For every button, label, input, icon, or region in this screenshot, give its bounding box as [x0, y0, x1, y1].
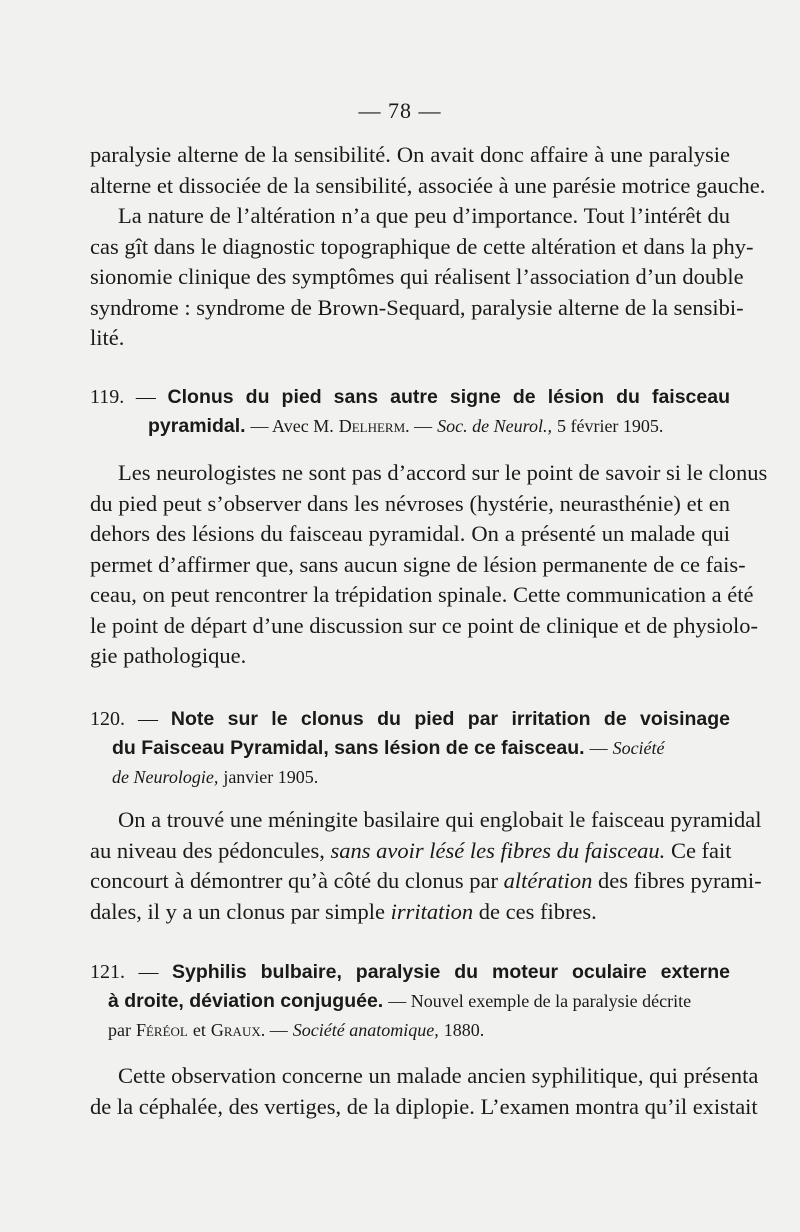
- entry-dash: —: [137, 708, 158, 730]
- emphasis-text: irritation: [390, 898, 474, 924]
- text-line: concourt à démontrer qu’à côté du clonus par altération des fibres pyrami-: [90, 868, 762, 893]
- page-number: — 78 —: [358, 98, 442, 123]
- text-line: lité.: [90, 325, 125, 350]
- entry-121: [90, 958, 730, 1045]
- entry-ref-word: par: [108, 1020, 131, 1040]
- emphasis-text: altération: [503, 868, 593, 893]
- entry-title: Syphilis bulbaire, paralysie du moteur oculaire externe: [171, 961, 731, 983]
- journal-name: Société anatomique,: [292, 1020, 439, 1040]
- entry-ref-word: et: [192, 1020, 206, 1040]
- text-line: Cette observation concerne un malade ancien syphilitique, qui présenta: [118, 1063, 759, 1088]
- text-line: gie pathologique.: [90, 643, 247, 668]
- entry-number: 120.: [90, 708, 125, 730]
- paragraph-121: [90, 1061, 759, 1122]
- text-line: dehors des lésions du faisceau pyramidal. On a présenté un malade qui: [90, 521, 730, 546]
- author-name: Graux: [210, 1020, 261, 1040]
- entry-title: Clonus du pied sans autre signe de lésion du faisceau: [167, 386, 731, 408]
- emphasis-text: sans avoir lésé les fibres du faisceau.: [330, 837, 666, 863]
- text-line: paralysie alterne de la sensibilité. On avait donc affaire à une paralysie: [90, 142, 730, 167]
- paragraph-2: [90, 201, 754, 354]
- author-name: Féréol: [135, 1020, 188, 1040]
- text-line: alterne et dissociée de la sensibilité, associée à une parésie motrice gauche.: [90, 172, 766, 198]
- text-line: On a trouvé une méningite basilaire qui englobait le faisceau pyramidal: [118, 807, 762, 832]
- entry-title-cont: du Faisceau Pyramidal, sans lésion de ce faisceau.: [112, 737, 585, 759]
- text-line: cas gît dans le diagnostic topographique de cette altération et dans la phy-: [90, 233, 754, 259]
- paragraph-120: [90, 805, 762, 927]
- entry-title-cont: pyramidal.: [148, 415, 246, 437]
- text-line: du pied peut s’observer dans les névroses (hystérie, neurasthénie) et en: [90, 490, 730, 516]
- entry-date: 1880.: [443, 1020, 485, 1040]
- journal-name: Soc. de Neurol.,: [437, 416, 552, 436]
- text-line: le point de départ d’une discussion sur ce point de clinique et de physiolo-: [90, 612, 758, 638]
- text-line: dales, il y a un clonus par simple irritation de ces fibres.: [90, 898, 597, 924]
- text-line: Les neurologistes ne sont pas d’accord sur le point de savoir si le clonus: [118, 460, 768, 485]
- author-name: Delherm: [338, 416, 406, 436]
- entry-date: 5 février 1905.: [556, 416, 664, 436]
- text-line: au niveau des pédoncules, sans avoir lésé les fibres du faisceau. Ce fait: [90, 837, 732, 863]
- entry-date: janvier 1905.: [223, 767, 319, 787]
- entry-ref-sep: . —: [405, 416, 433, 436]
- text-line: syndrome : syndrome de Brown-Sequard, paralysie alterne de la sensibi-: [90, 294, 744, 320]
- entry-ref: — Nouvel exemple de la paralysie décrite: [388, 991, 692, 1011]
- paragraph-119: [90, 458, 768, 672]
- journal-name: Société: [612, 738, 665, 758]
- entry-ref-sep: . —: [260, 1020, 288, 1040]
- text-line: sionomie clinique des symptômes qui réalisent l’association d’un double: [90, 264, 744, 289]
- entry-title: Note sur le clonus du pied par irritation de voisinage: [170, 708, 731, 730]
- text-line: ceau, on peut rencontrer la trépidation spinale. Cette communication a été: [90, 582, 754, 607]
- text-line: permet d’affirmer que, sans aucun signe de lésion permanente de ce fais-: [90, 551, 746, 577]
- entry-120: [90, 705, 730, 792]
- entry-dash: —: [135, 386, 156, 408]
- entry-ref-sep: —: [589, 738, 608, 758]
- entry-dash: —: [138, 961, 159, 983]
- text-line: de la céphalée, des vertiges, de la diplopie. L’examen montra qu’il existait: [90, 1093, 758, 1119]
- entry-ref: — Avec M.: [250, 416, 334, 436]
- entry-title-cont: à droite, déviation conjuguée.: [108, 990, 384, 1012]
- entry-number: 119.: [90, 386, 125, 408]
- text-line: La nature de l’altération n’a que peu d’importance. Tout l’intérêt du: [118, 203, 730, 228]
- paragraph-1: [90, 140, 766, 201]
- journal-name-cont: de Neurologie,: [112, 767, 219, 787]
- entry-119: [90, 383, 730, 441]
- entry-number: 121.: [90, 961, 125, 983]
